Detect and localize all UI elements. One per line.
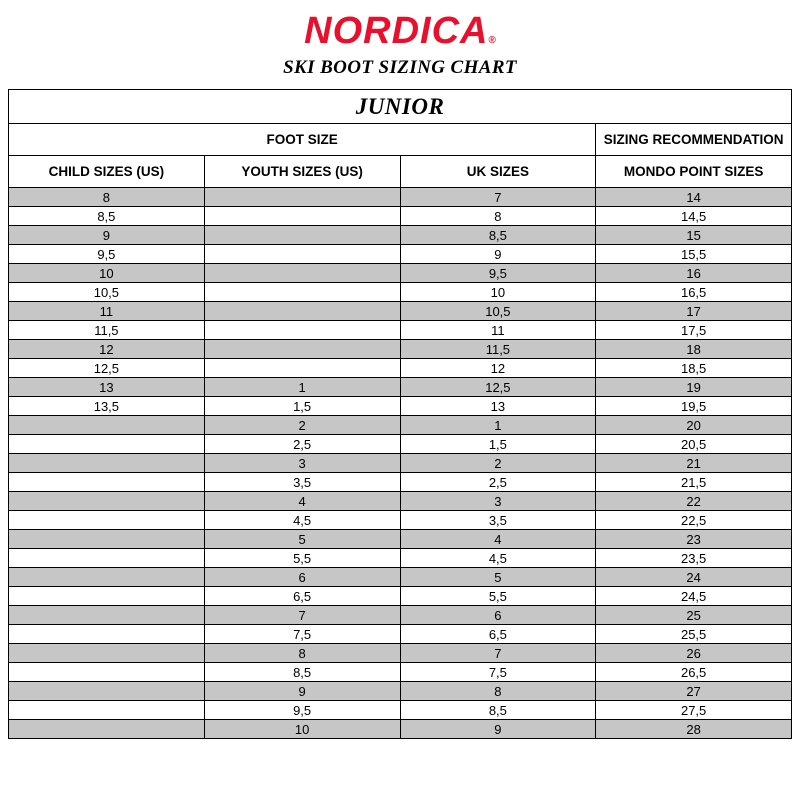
size-cell: 11 [9, 302, 205, 321]
size-cell: 2 [204, 416, 400, 435]
size-cell: 26 [596, 644, 792, 663]
table-row [9, 207, 792, 226]
table-head [9, 90, 792, 188]
size-cell: 20,5 [596, 435, 792, 454]
size-cell: 11 [400, 321, 596, 340]
brand-header [0, 0, 800, 79]
table-row [9, 283, 792, 302]
size-cell [204, 321, 400, 340]
size-cell [9, 492, 205, 511]
size-cell: 24 [596, 568, 792, 587]
table-row [9, 435, 792, 454]
size-cell [204, 245, 400, 264]
nordica-logo-text: NORDICA [304, 10, 489, 52]
size-cell: 5 [204, 530, 400, 549]
size-cell: 23 [596, 530, 792, 549]
size-cell: 14 [596, 188, 792, 207]
table-row [9, 549, 792, 568]
column-header-row [9, 156, 792, 188]
size-cell: 2,5 [204, 435, 400, 454]
table-row [9, 606, 792, 625]
table-row [9, 188, 792, 207]
size-cell: 5,5 [400, 587, 596, 606]
size-cell [204, 340, 400, 359]
registered-trademark-icon: ® [488, 35, 496, 46]
size-cell: 1 [400, 416, 596, 435]
size-cell [204, 264, 400, 283]
size-cell [9, 454, 205, 473]
size-cell: 9,5 [9, 245, 205, 264]
size-cell [204, 226, 400, 245]
table-row [9, 359, 792, 378]
size-cell: 12 [400, 359, 596, 378]
size-cell: 13 [9, 378, 205, 397]
size-cell: 4,5 [204, 511, 400, 530]
table-row [9, 264, 792, 283]
size-cell: 8 [400, 682, 596, 701]
table-row [9, 321, 792, 340]
size-cell: 9,5 [204, 701, 400, 720]
size-cell [9, 606, 205, 625]
size-cell: 9 [400, 720, 596, 739]
table-row [9, 473, 792, 492]
size-cell: 17 [596, 302, 792, 321]
size-cell: 2,5 [400, 473, 596, 492]
size-cell [204, 302, 400, 321]
size-cell: 27,5 [596, 701, 792, 720]
table-row [9, 302, 792, 321]
table-row [9, 568, 792, 587]
page-title: SKI BOOT SIZING CHART [283, 57, 517, 78]
table-row [9, 397, 792, 416]
size-cell: 18 [596, 340, 792, 359]
table-row [9, 340, 792, 359]
group-header-row [9, 90, 792, 124]
nordica-logo [304, 12, 496, 50]
size-cell: 10 [204, 720, 400, 739]
size-cell [9, 530, 205, 549]
size-cell [9, 644, 205, 663]
size-cell: 9 [9, 226, 205, 245]
size-cell: 16,5 [596, 283, 792, 302]
size-cell: 19 [596, 378, 792, 397]
size-cell: 11,5 [9, 321, 205, 340]
size-cell: 16 [596, 264, 792, 283]
size-cell [9, 416, 205, 435]
size-cell: 5,5 [204, 549, 400, 568]
size-cell: 11,5 [400, 340, 596, 359]
size-cell: 25,5 [596, 625, 792, 644]
size-cell [9, 473, 205, 492]
size-cell: 4 [400, 530, 596, 549]
size-cell: 22 [596, 492, 792, 511]
column-header-uk-sizes: UK SIZES [400, 156, 596, 188]
table-row [9, 416, 792, 435]
table-row [9, 245, 792, 264]
sizing-table [8, 89, 792, 739]
size-cell: 8,5 [9, 207, 205, 226]
size-cell [204, 283, 400, 302]
size-cell: 6 [400, 606, 596, 625]
size-cell [9, 568, 205, 587]
section-header-row [9, 124, 792, 156]
size-cell: 1 [204, 378, 400, 397]
table-row [9, 492, 792, 511]
size-cell [9, 701, 205, 720]
size-cell [204, 188, 400, 207]
size-cell: 21 [596, 454, 792, 473]
table-row [9, 625, 792, 644]
size-cell: 26,5 [596, 663, 792, 682]
size-cell: 7 [204, 606, 400, 625]
size-cell: 6 [204, 568, 400, 587]
size-cell: 13 [400, 397, 596, 416]
size-cell [9, 663, 205, 682]
size-cell: 8,5 [204, 663, 400, 682]
size-cell: 24,5 [596, 587, 792, 606]
table-row [9, 378, 792, 397]
size-cell: 9,5 [400, 264, 596, 283]
size-cell: 8 [9, 188, 205, 207]
size-cell: 21,5 [596, 473, 792, 492]
table-row [9, 663, 792, 682]
size-cell: 10,5 [400, 302, 596, 321]
size-cell: 8 [204, 644, 400, 663]
size-cell: 8,5 [400, 701, 596, 720]
size-cell: 9 [400, 245, 596, 264]
size-cell: 15 [596, 226, 792, 245]
group-header-junior: JUNIOR [9, 90, 792, 124]
size-cell: 6,5 [400, 625, 596, 644]
table-row [9, 701, 792, 720]
size-cell [9, 625, 205, 644]
size-cell: 1,5 [400, 435, 596, 454]
size-cell [9, 435, 205, 454]
size-cell: 18,5 [596, 359, 792, 378]
table-body [9, 188, 792, 739]
table-row [9, 226, 792, 245]
size-cell [204, 207, 400, 226]
column-header-child-sizes-us: CHILD SIZES (US) [9, 156, 205, 188]
size-cell: 7 [400, 644, 596, 663]
size-cell: 25 [596, 606, 792, 625]
table-row [9, 511, 792, 530]
size-cell [9, 682, 205, 701]
size-cell [9, 511, 205, 530]
size-cell [204, 359, 400, 378]
size-cell: 3,5 [204, 473, 400, 492]
size-cell: 3,5 [400, 511, 596, 530]
size-cell: 17,5 [596, 321, 792, 340]
size-cell: 4 [204, 492, 400, 511]
size-cell: 27 [596, 682, 792, 701]
size-cell: 12 [9, 340, 205, 359]
size-cell: 3 [204, 454, 400, 473]
size-cell: 22,5 [596, 511, 792, 530]
size-cell: 7,5 [204, 625, 400, 644]
size-cell: 5 [400, 568, 596, 587]
table-row [9, 587, 792, 606]
size-cell: 7,5 [400, 663, 596, 682]
size-cell: 12,5 [9, 359, 205, 378]
size-cell [9, 720, 205, 739]
size-cell: 10 [9, 264, 205, 283]
size-cell: 19,5 [596, 397, 792, 416]
size-cell: 7 [400, 188, 596, 207]
size-cell: 28 [596, 720, 792, 739]
size-cell: 8,5 [400, 226, 596, 245]
size-cell: 10 [400, 283, 596, 302]
table-row [9, 644, 792, 663]
size-cell: 10,5 [9, 283, 205, 302]
table-row [9, 720, 792, 739]
size-cell: 3 [400, 492, 596, 511]
size-cell: 23,5 [596, 549, 792, 568]
size-cell: 20 [596, 416, 792, 435]
size-cell: 9 [204, 682, 400, 701]
size-cell: 13,5 [9, 397, 205, 416]
size-cell: 8 [400, 207, 596, 226]
size-cell: 12,5 [400, 378, 596, 397]
size-cell: 2 [400, 454, 596, 473]
section-header-foot-size: FOOT SIZE [9, 124, 596, 156]
size-cell: 14,5 [596, 207, 792, 226]
size-cell: 4,5 [400, 549, 596, 568]
table-row [9, 530, 792, 549]
size-cell [9, 549, 205, 568]
size-cell: 6,5 [204, 587, 400, 606]
column-header-youth-sizes-us: YOUTH SIZES (US) [204, 156, 400, 188]
size-cell [9, 587, 205, 606]
table-row [9, 682, 792, 701]
column-header-mondo-point-sizes: MONDO POINT SIZES [596, 156, 792, 188]
table-row [9, 454, 792, 473]
size-cell: 1,5 [204, 397, 400, 416]
size-cell: 15,5 [596, 245, 792, 264]
section-header-sizing-recommendation: SIZING RECOMMENDATION [596, 124, 792, 156]
